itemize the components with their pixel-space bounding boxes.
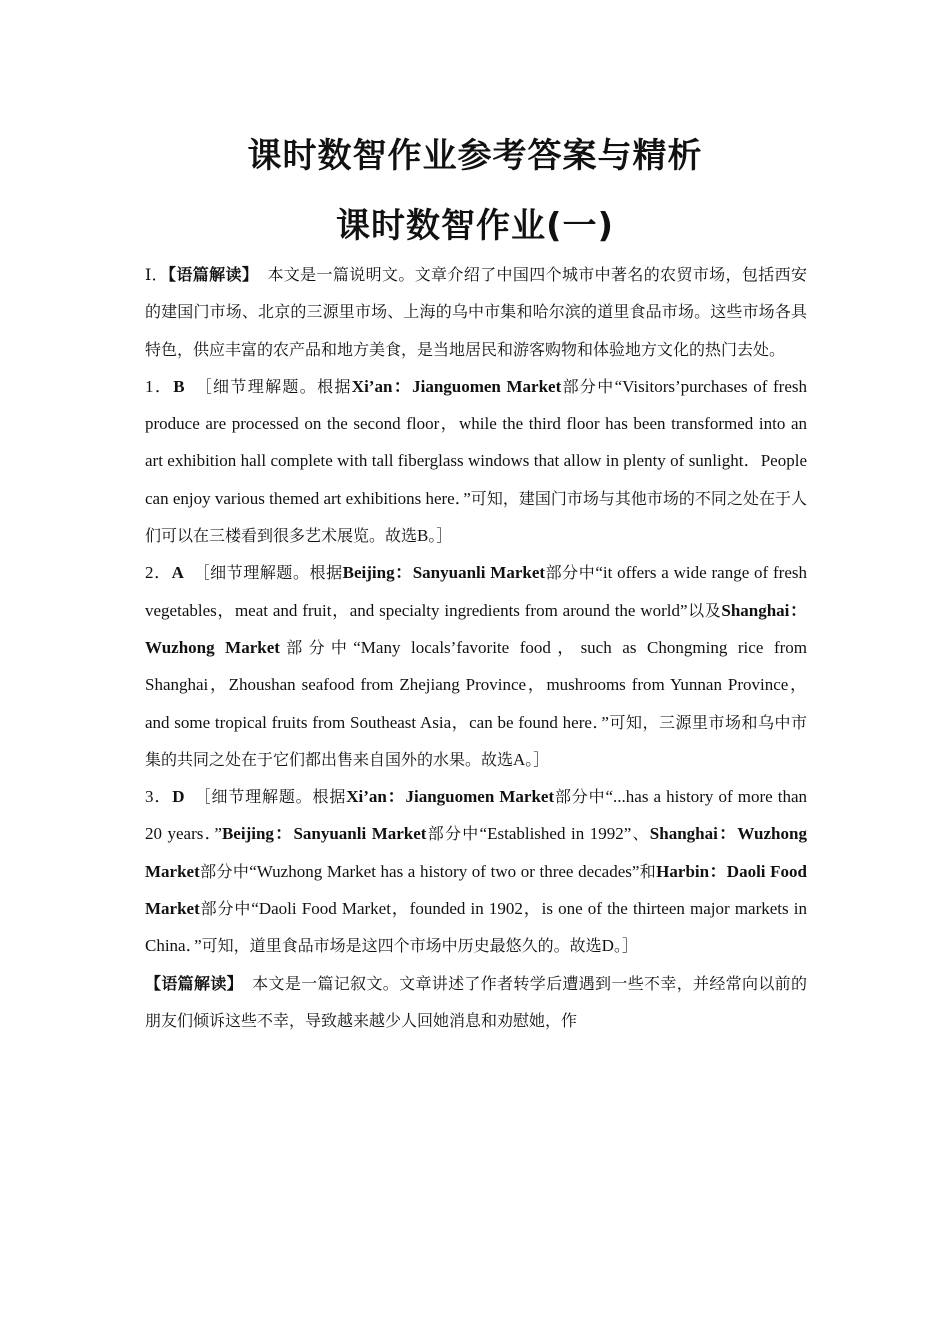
explanation-text: 。］ [525,749,550,769]
explanation-text: ［细节理解题。根据 [194,787,347,807]
passage-1-reading [145,256,807,368]
answer-letter: B [173,376,185,396]
passage-summary: 本文是一篇记叙文。文章讲述了作者转学后遭遇到一些不幸，并经常向以前的朋友们倾诉这些不幸，导致越来越少人回她消息和劝慰她，作 [145,973,807,1030]
question-3-explanation [145,778,807,964]
explanation-text: 部分中 [561,376,615,396]
reading-tag: 【语篇解读】 [168,265,259,284]
section-reference: Shanghai：Wuzhong Market [145,824,807,881]
answer-letter: A [171,563,184,583]
quote-text: “Established in 1992” [479,824,632,844]
choice-letter: D [601,936,614,956]
explanation-text: 部分中 [199,861,250,881]
quote-text: “...has a history of more than 20 years．” [145,787,808,844]
quote-text: “it offers a wide range of fresh vegetables，meat and fruit，and specialty ingredients from around the world” [145,563,808,620]
section-reference: Xi’an：Jianguomen Market [346,787,555,807]
explanation-text: 可知，道里食品市场是这四个市场中历史最悠久的。故选 [201,936,602,956]
explanation-text: 可知，建国门市场与其他市场的不同之处在于人们可以在三楼看到很多艺术展览。故选 [145,488,807,546]
question-number: 1． [145,376,174,396]
document-subtitle: 课时数智作业(一) [335,206,615,246]
answer-letter: D [172,787,185,807]
explanation-text: 。］ [428,526,453,546]
explanation-text: 部分中 [279,637,354,657]
explanation-text: 部分中 [426,824,480,844]
section-reference: Shanghai：Wuzhong Market [145,600,808,657]
section-reference: Beijing：Sanyuanli Market [342,563,546,583]
explanation-text: 、 [631,824,650,844]
explanation-text: 。］ [613,936,638,956]
explanation-text: 可知，三源里市场和乌中市集的共同之处在于它们都出售来自国外的水果。故选 [145,712,807,769]
passage-summary: 本文是一篇说明文。文章介绍了中国四个城市中著名的农贸市场，包括西安的建国门市场、北京的三源里市场、上海的乌中市集和哈尔滨的道里食品市场。这些市场各具特色，供应丰富的农产品和地方美食，是当地居民和游客购物和体验地方文化的热门去处。 [145,265,807,359]
section-marker: Ⅰ． [145,265,169,284]
explanation-text: ［细节理解题。根据 [195,376,352,396]
section-reference: Harbin：Daoli Food Market [145,861,807,919]
passage-2-reading [145,965,807,1040]
choice-letter: B [417,526,429,546]
question-1-explanation [145,368,807,554]
quote-text: “Daoli Food Market，founded in 1902，is one of the thirteen major markets in China．” [145,899,807,956]
answer-body [145,256,807,1039]
section-reference: Xi’an：Jianguomen Market [351,376,562,396]
document-title: 课时数智作业参考答案与精析 [247,136,703,176]
reading-tag: 【语篇解读】 [145,973,243,993]
question-number: 3． [145,787,173,807]
quote-text: “Visitors’purchases of fresh produce are processed on the second floor，while the third floor has been transformed into an art exhibition hall complete with tall fiberglass windows that allow in plenty of sunlight．People can enjoy various themed art exhibitions here．” [145,376,807,508]
explanation-text: 部分中 [545,563,596,583]
explanation-text: 和 [639,861,657,881]
explanation-text: 部分中 [199,899,252,919]
question-2-explanation [145,554,807,778]
quote-text: “Many locals’favorite food，such as Chongming rice from Shanghai，Zhoushan seafood from Zhejiang Province，mushrooms from Yunnan Province，and some tropical fruits from Southeast Asia，can be found here．” [145,637,807,732]
section-reference: Beijing：Sanyuanli Market [221,824,427,844]
quote-text: “Wuzhong Market has a history of two or three decades” [249,861,640,881]
choice-letter: A [513,749,526,769]
question-number: 2． [145,563,172,583]
explanation-text: 以及 [687,600,722,620]
explanation-text: ［细节理解题。根据 [193,563,343,583]
explanation-text: 部分中 [554,787,606,807]
